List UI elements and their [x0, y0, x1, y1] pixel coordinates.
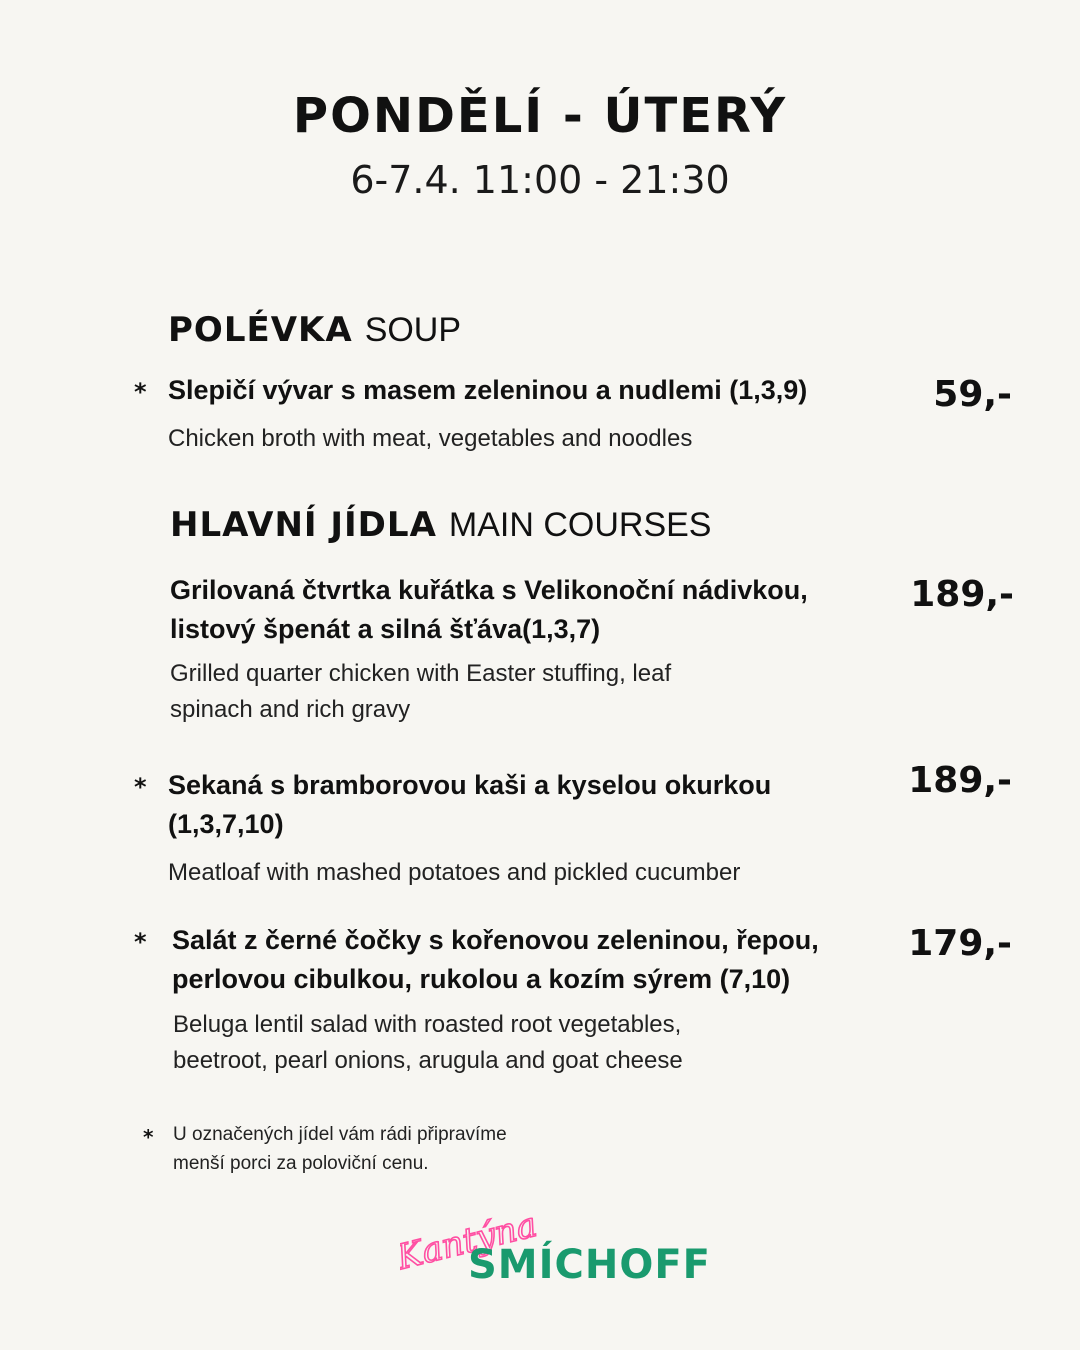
section-heading-soup: [168, 310, 461, 350]
dish-description: [170, 656, 671, 728]
section-title-en: SOUP: [364, 311, 462, 349]
section-title-en: MAIN COURSES: [448, 506, 712, 544]
dish-description: [173, 1007, 683, 1079]
dish-description: Meatloaf with mashed potatoes and pickled cucumber: [168, 859, 741, 886]
dish-name: [168, 766, 771, 844]
half-portion-marker-icon: *: [134, 928, 147, 956]
dish-description-line: Grilled quarter chicken with Easter stuffing, leaf: [170, 660, 672, 687]
dish-description-line: Beluga lentil salad with roasted root vegetables,: [173, 1011, 682, 1038]
dish-name: [170, 571, 808, 649]
brand-logo-script-text: Kantýna: [400, 1205, 541, 1279]
footnote-line: U označených jídel vám rádi připravíme: [173, 1124, 507, 1145]
date-time-subtitle: 6-7.4. 11:00 - 21:30: [350, 158, 730, 202]
section-title-cz: HLAVNÍ JÍDLA: [170, 505, 437, 545]
half-portion-marker-icon: *: [134, 378, 147, 406]
footnote-line: menší porci za poloviční cenu.: [173, 1153, 429, 1174]
dish-name-line: listový špenát a silná šťáva(1,3,7): [170, 614, 601, 644]
dish-name-line: Grilovaná čtvrtka kuřátka s Velikonoční nádivkou,: [170, 575, 808, 605]
dish-description: Chicken broth with meat, vegetables and noodles: [168, 425, 693, 452]
brand-logo-main-text: SMÍCHOFF: [468, 1242, 711, 1288]
brand-logo: [400, 1205, 720, 1295]
dish-description-line: beetroot, pearl onions, arugula and goat cheese: [173, 1047, 683, 1074]
brand-logo-graphic: [400, 1205, 720, 1295]
dish-price: 59,-: [933, 374, 1012, 415]
dish-price: 179,-: [908, 923, 1012, 964]
page-title: PONDĚLÍ - ÚTERÝ: [292, 88, 788, 144]
footnote: [173, 1120, 507, 1178]
dish-name: Slepičí vývar s masem zeleninou a nudlemi (1,3,9): [168, 375, 808, 405]
dish-name-line: (1,3,7,10): [168, 809, 284, 839]
dish-description-line: spinach and rich gravy: [170, 696, 411, 723]
dish-price: 189,-: [910, 574, 1014, 615]
dish-name-line: perlovou cibulkou, rukolou a kozím sýrem (7,10): [172, 964, 791, 994]
section-heading-main-courses: [170, 505, 711, 545]
section-title-cz: POLÉVKA: [168, 310, 353, 350]
dish-name-line: Sekaná s bramborovou kaši a kyselou okurkou: [168, 770, 772, 800]
dish-name: [172, 921, 819, 999]
dish-price: 189,-: [908, 760, 1012, 801]
half-portion-marker-icon: *: [134, 773, 147, 801]
dish-name-line: Salát z černé čočky s kořenovou zeleninou, řepou,: [172, 925, 819, 955]
footnote-marker-icon: *: [143, 1125, 154, 1149]
